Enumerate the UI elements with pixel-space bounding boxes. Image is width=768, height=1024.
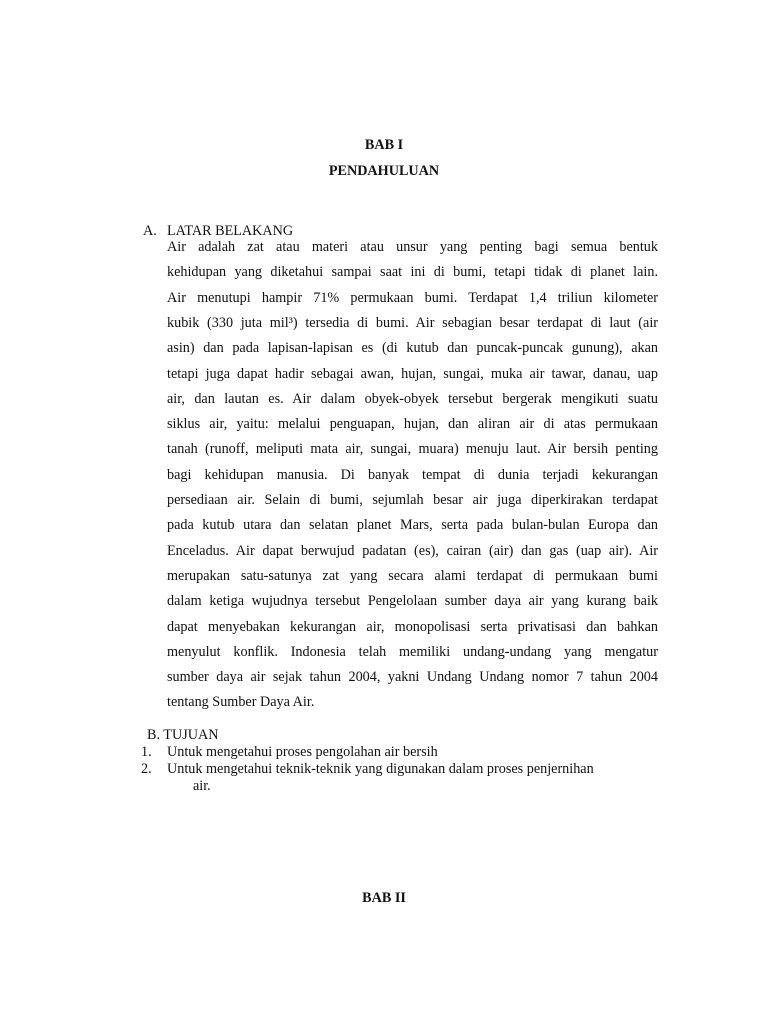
list-item-number: 1.: [141, 744, 152, 760]
list-item: Untuk mengetahui proses pengolahan air bersih: [167, 744, 438, 760]
paragraph-line: tetapi juga dapat hadir sebagai awan, hujan, sungai, muka air tawar, danau, uap: [167, 365, 658, 382]
paragraph-line: dapat menyebakan kekurangan air, monopolisasi serta privatisasi dan bahkan: [167, 618, 658, 635]
paragraph-line: kubik (330 juta mil³) tersedia di bumi. Air sebagian besar terdapat di laut (air: [167, 314, 658, 331]
paragraph-line: persediaan air. Selain di bumi, sejumlah besar air juga diperkirakan terdapat: [167, 492, 658, 508]
list-item: Untuk mengetahui teknik-teknik yang digunakan dalam proses penjernihan: [167, 761, 594, 777]
section-a-marker: A.: [143, 223, 157, 239]
paragraph-line: tanah (runoff, meliputi mata air, sungai, muara) menuju laut. Air bersih penting: [167, 441, 658, 458]
list-item-continuation: air.: [193, 778, 211, 794]
chapter-title: BAB I: [364, 137, 404, 153]
section-b-heading: B. TUJUAN: [147, 727, 219, 743]
paragraph-line: menyulut konflik. Indonesia telah memiliki undang-undang yang mengatur: [167, 643, 658, 660]
paragraph-line: asin) dan pada lapisan-lapisan es (di kutub dan puncak-puncak gunung), akan: [167, 340, 658, 357]
paragraph-line: siklus air, yaitu: melalui penguapan, hujan, dan aliran air di atas permukaan: [167, 416, 658, 433]
paragraph-line: Air adalah zat atau materi atau unsur yang penting bagi semua bentuk: [167, 239, 658, 255]
section-a-heading: LATAR BELAKANG: [167, 223, 294, 239]
paragraph-line: dalam ketiga wujudnya tersebut Pengelolaan sumber daya air yang kurang baik: [167, 593, 658, 610]
paragraph-line: sumber daya air sejak tahun 2004, yakni Undang Undang nomor 7 tahun 2004: [167, 669, 658, 686]
chapter-subtitle: PENDAHULUAN: [328, 163, 440, 179]
paragraph-line: kehidupan yang diketahui sampai saat ini di bumi, tetapi tidak di planet lain.: [167, 264, 658, 281]
paragraph-line: Enceladus. Air dapat berwujud padatan (es), cairan (air) dan gas (uap air). Air: [167, 542, 658, 559]
paragraph-line: Air menutupi hampir 71% permukaan bumi. Terdapat 1,4 triliun kilometer: [167, 289, 658, 306]
paragraph-line: air, dan lautan es. Air dalam obyek-obyek tersebut bergerak mengikuti suatu: [167, 390, 658, 407]
paragraph-line: bagi kehidupan manusia. Di banyak tempat di dunia terjadi kekurangan: [167, 466, 658, 483]
chapter-2-title: BAB II: [362, 890, 406, 906]
paragraph-line: merupakan satu-satunya zat yang secara alami terdapat di permukaan bumi: [167, 567, 658, 584]
paragraph-line: pada kutub utara dan selatan planet Mars, serta pada bulan-bulan Europa dan: [167, 517, 658, 534]
paragraph-line: tentang Sumber Daya Air.: [167, 694, 315, 711]
list-item-number: 2.: [141, 761, 152, 777]
